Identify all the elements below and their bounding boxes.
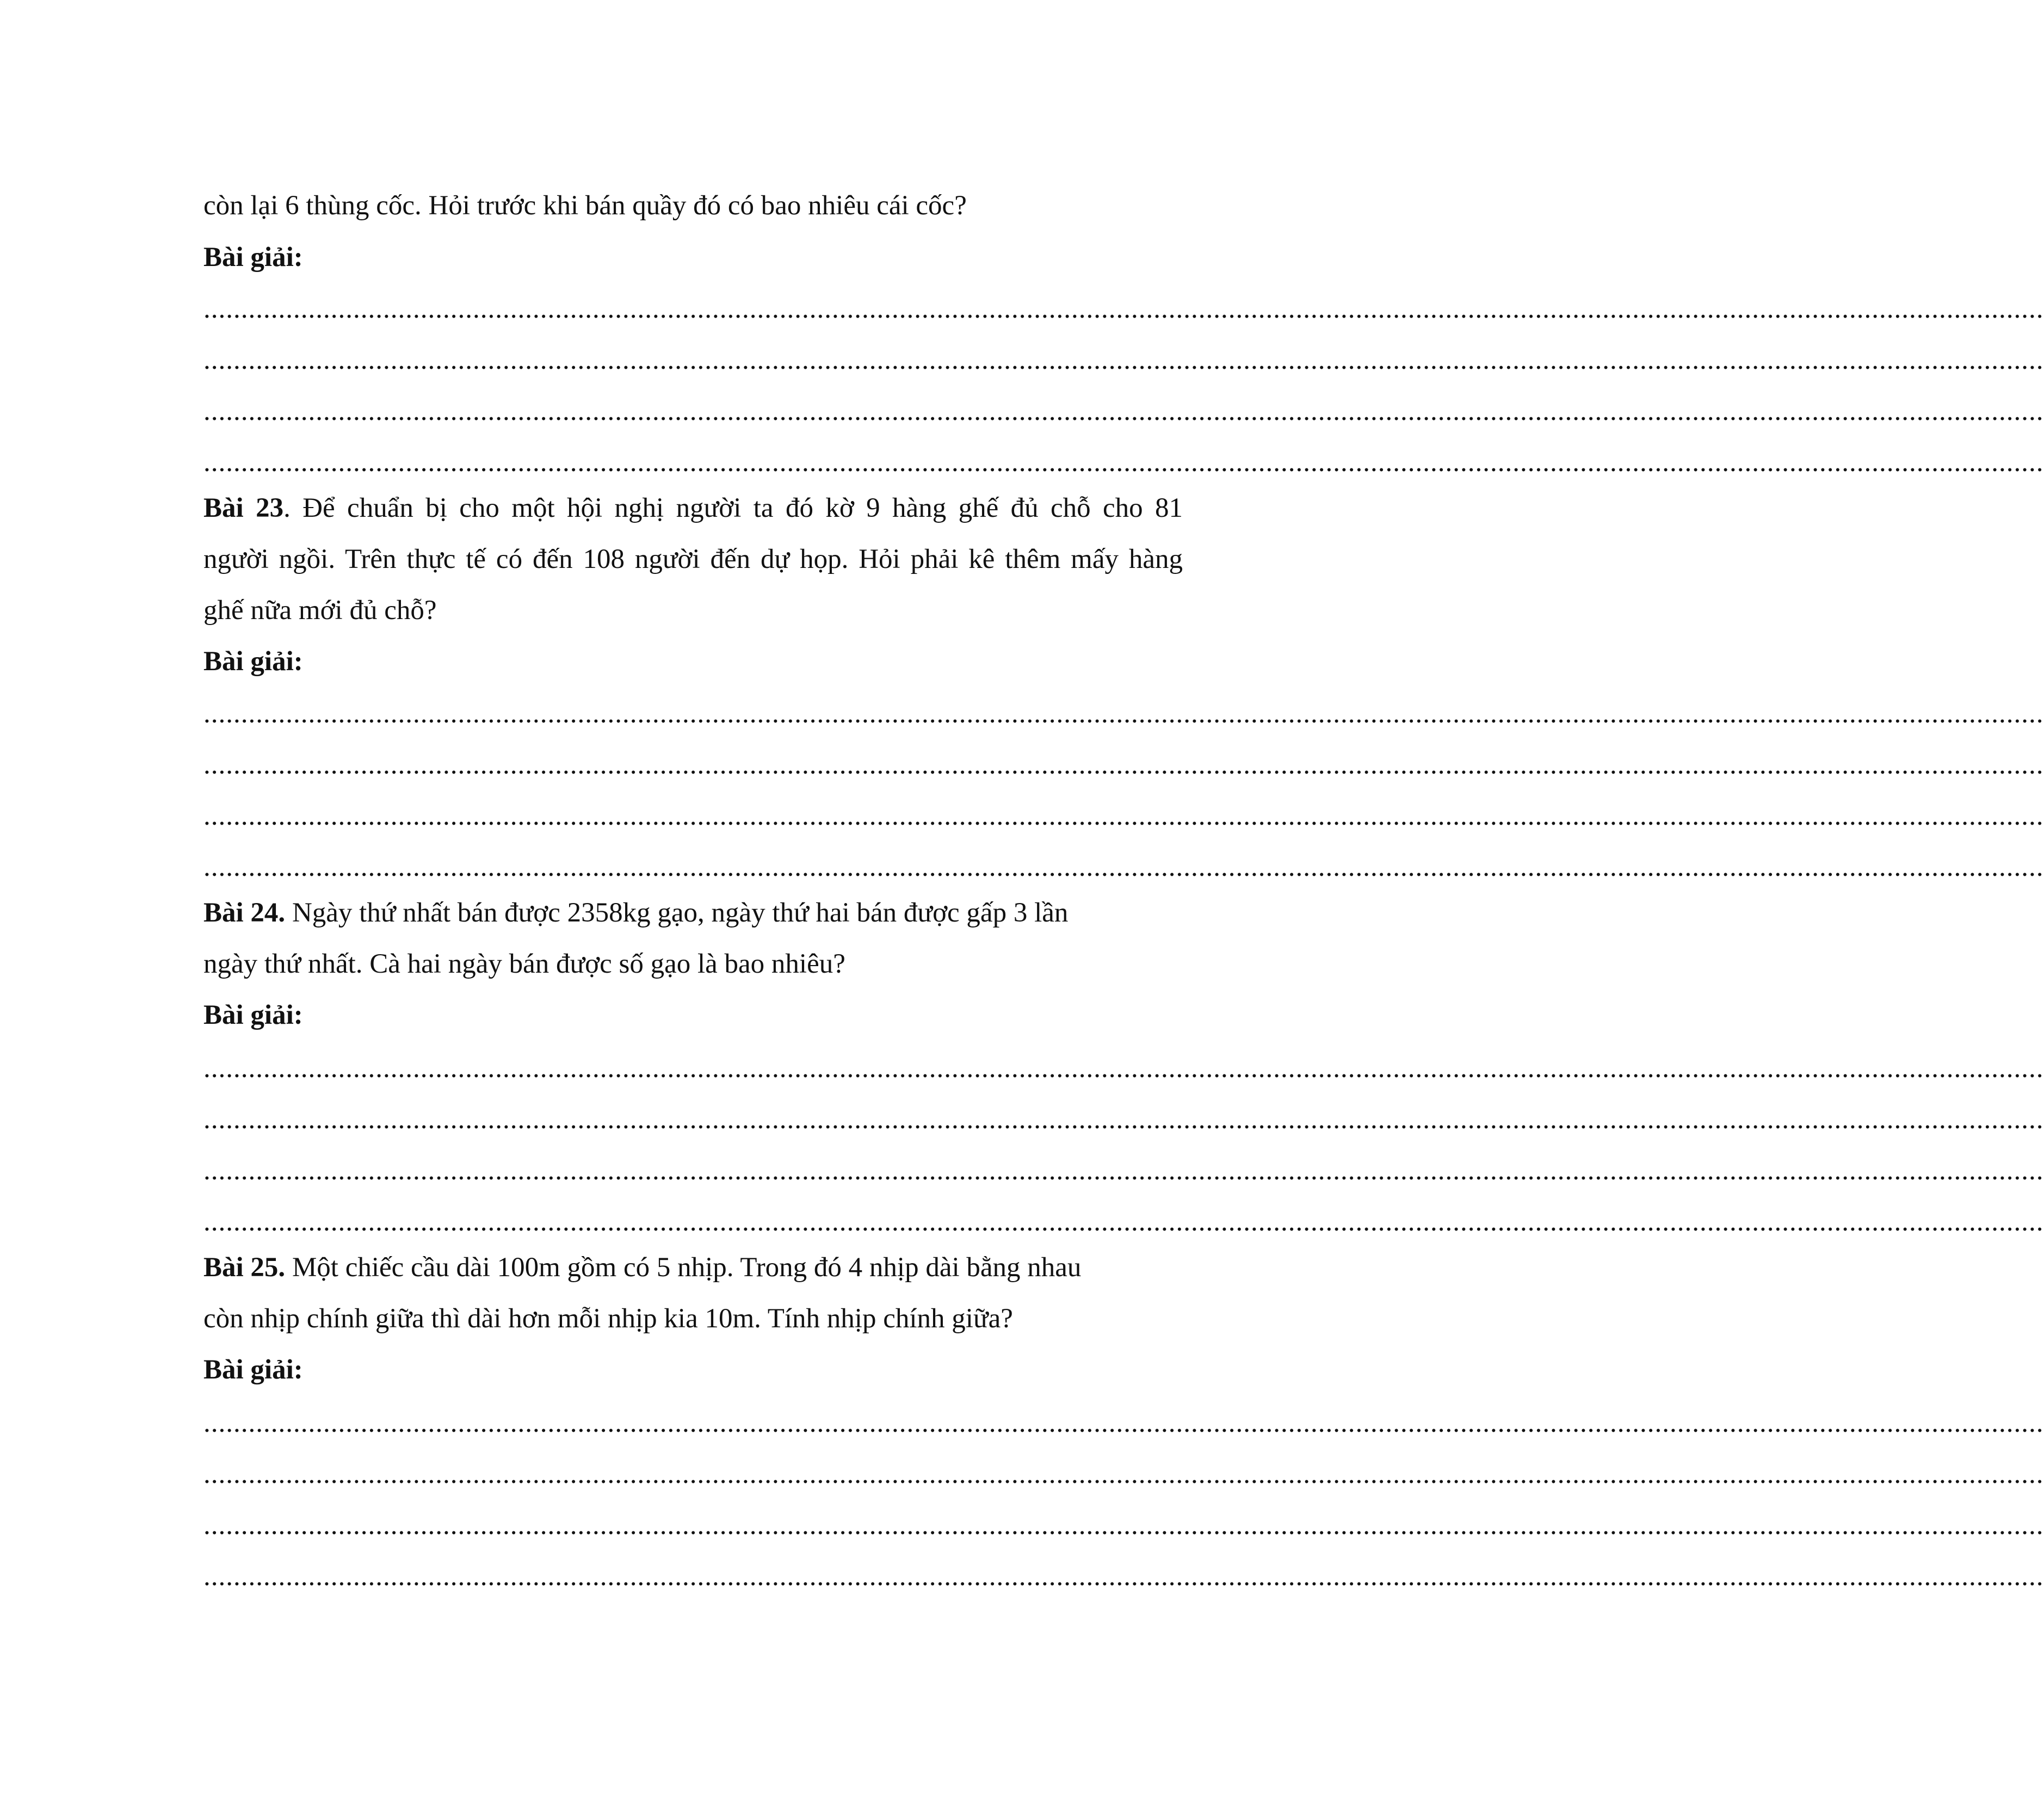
problem-24-line-2: ngày thứ nhất. Cà hai ngày bán được số gạo là bao nhiêu? bbox=[203, 949, 845, 979]
solution-label: Bài giải: bbox=[203, 1355, 303, 1385]
problem-25-line-2: còn nhịp chính giữa thì dài hơn mỗi nhịp kia 10m. Tính nhịp chính giữa? bbox=[203, 1303, 1013, 1334]
answer-line: ...................................................................................................................................................................................................................................................... bbox=[203, 1510, 2044, 1541]
answer-line: ...................................................................................................................................................................................................................................................... bbox=[203, 1053, 2044, 1084]
problem-23-label: Bài 23 bbox=[203, 493, 284, 523]
problem-23-line-3: ghế nữa mới đủ chỗ? bbox=[203, 595, 437, 626]
problem-23-line-1: Bài 23. Để chuẩn bị cho một hội nghị người ta đó kờ 9 hàng ghế đủ chỗ cho 81 bbox=[203, 493, 1183, 523]
problem-23-line-2: người ngồi. Trên thực tế có đến 108 người đến dự họp. Hỏi phải kê thêm mấy hàng bbox=[203, 544, 1183, 574]
answer-line: ...................................................................................................................................................................................................................................................... bbox=[203, 447, 2044, 478]
solution-label: Bài giải: bbox=[203, 646, 303, 677]
answer-line: ...................................................................................................................................................................................................................................................... bbox=[203, 801, 2044, 831]
answer-line: ...................................................................................................................................................................................................................................................... bbox=[203, 750, 2044, 780]
answer-line: ...................................................................................................................................................................................................................................................... bbox=[203, 1155, 2044, 1186]
answer-line: ...................................................................................................................................................................................................................................................... bbox=[203, 396, 2044, 426]
problem-25-label: Bài 25. bbox=[203, 1252, 286, 1283]
problem-25-line-1: Bài 25. Một chiếc cầu dài 100m gồm có 5 nhịp. Trong đó 4 nhịp dài bằng nhau bbox=[203, 1252, 1082, 1283]
answer-line: ...................................................................................................................................................................................................................................................... bbox=[203, 1408, 2044, 1438]
answer-line: ...................................................................................................................................................................................................................................................... bbox=[203, 1561, 2044, 1592]
answer-line: ...................................................................................................................................................................................................................................................... bbox=[203, 1104, 2044, 1135]
solution-label: Bài giải: bbox=[203, 242, 303, 273]
answer-line: ...................................................................................................................................................................................................................................................... bbox=[203, 852, 2044, 882]
solution-label: Bài giải: bbox=[203, 1000, 303, 1030]
answer-line: ...................................................................................................................................................................................................................................................... bbox=[203, 698, 2044, 729]
problem-24-line-1: Bài 24. Ngày thứ nhất bán được 2358kg gạo, ngày thứ hai bán được gấp 3 lần bbox=[203, 898, 1069, 928]
answer-line: ...................................................................................................................................................................................................................................................... bbox=[203, 294, 2044, 324]
answer-line: ...................................................................................................................................................................................................................................................... bbox=[203, 1459, 2044, 1489]
answer-line: ...................................................................................................................................................................................................................................................... bbox=[203, 1207, 2044, 1237]
answer-line: ...................................................................................................................................................................................................................................................... bbox=[203, 345, 2044, 375]
problem-24-label: Bài 24. bbox=[203, 898, 286, 928]
intro-line: còn lại 6 thùng cốc. Hỏi trước khi bán quầy đó có bao nhiêu cái cốc? bbox=[203, 190, 967, 221]
